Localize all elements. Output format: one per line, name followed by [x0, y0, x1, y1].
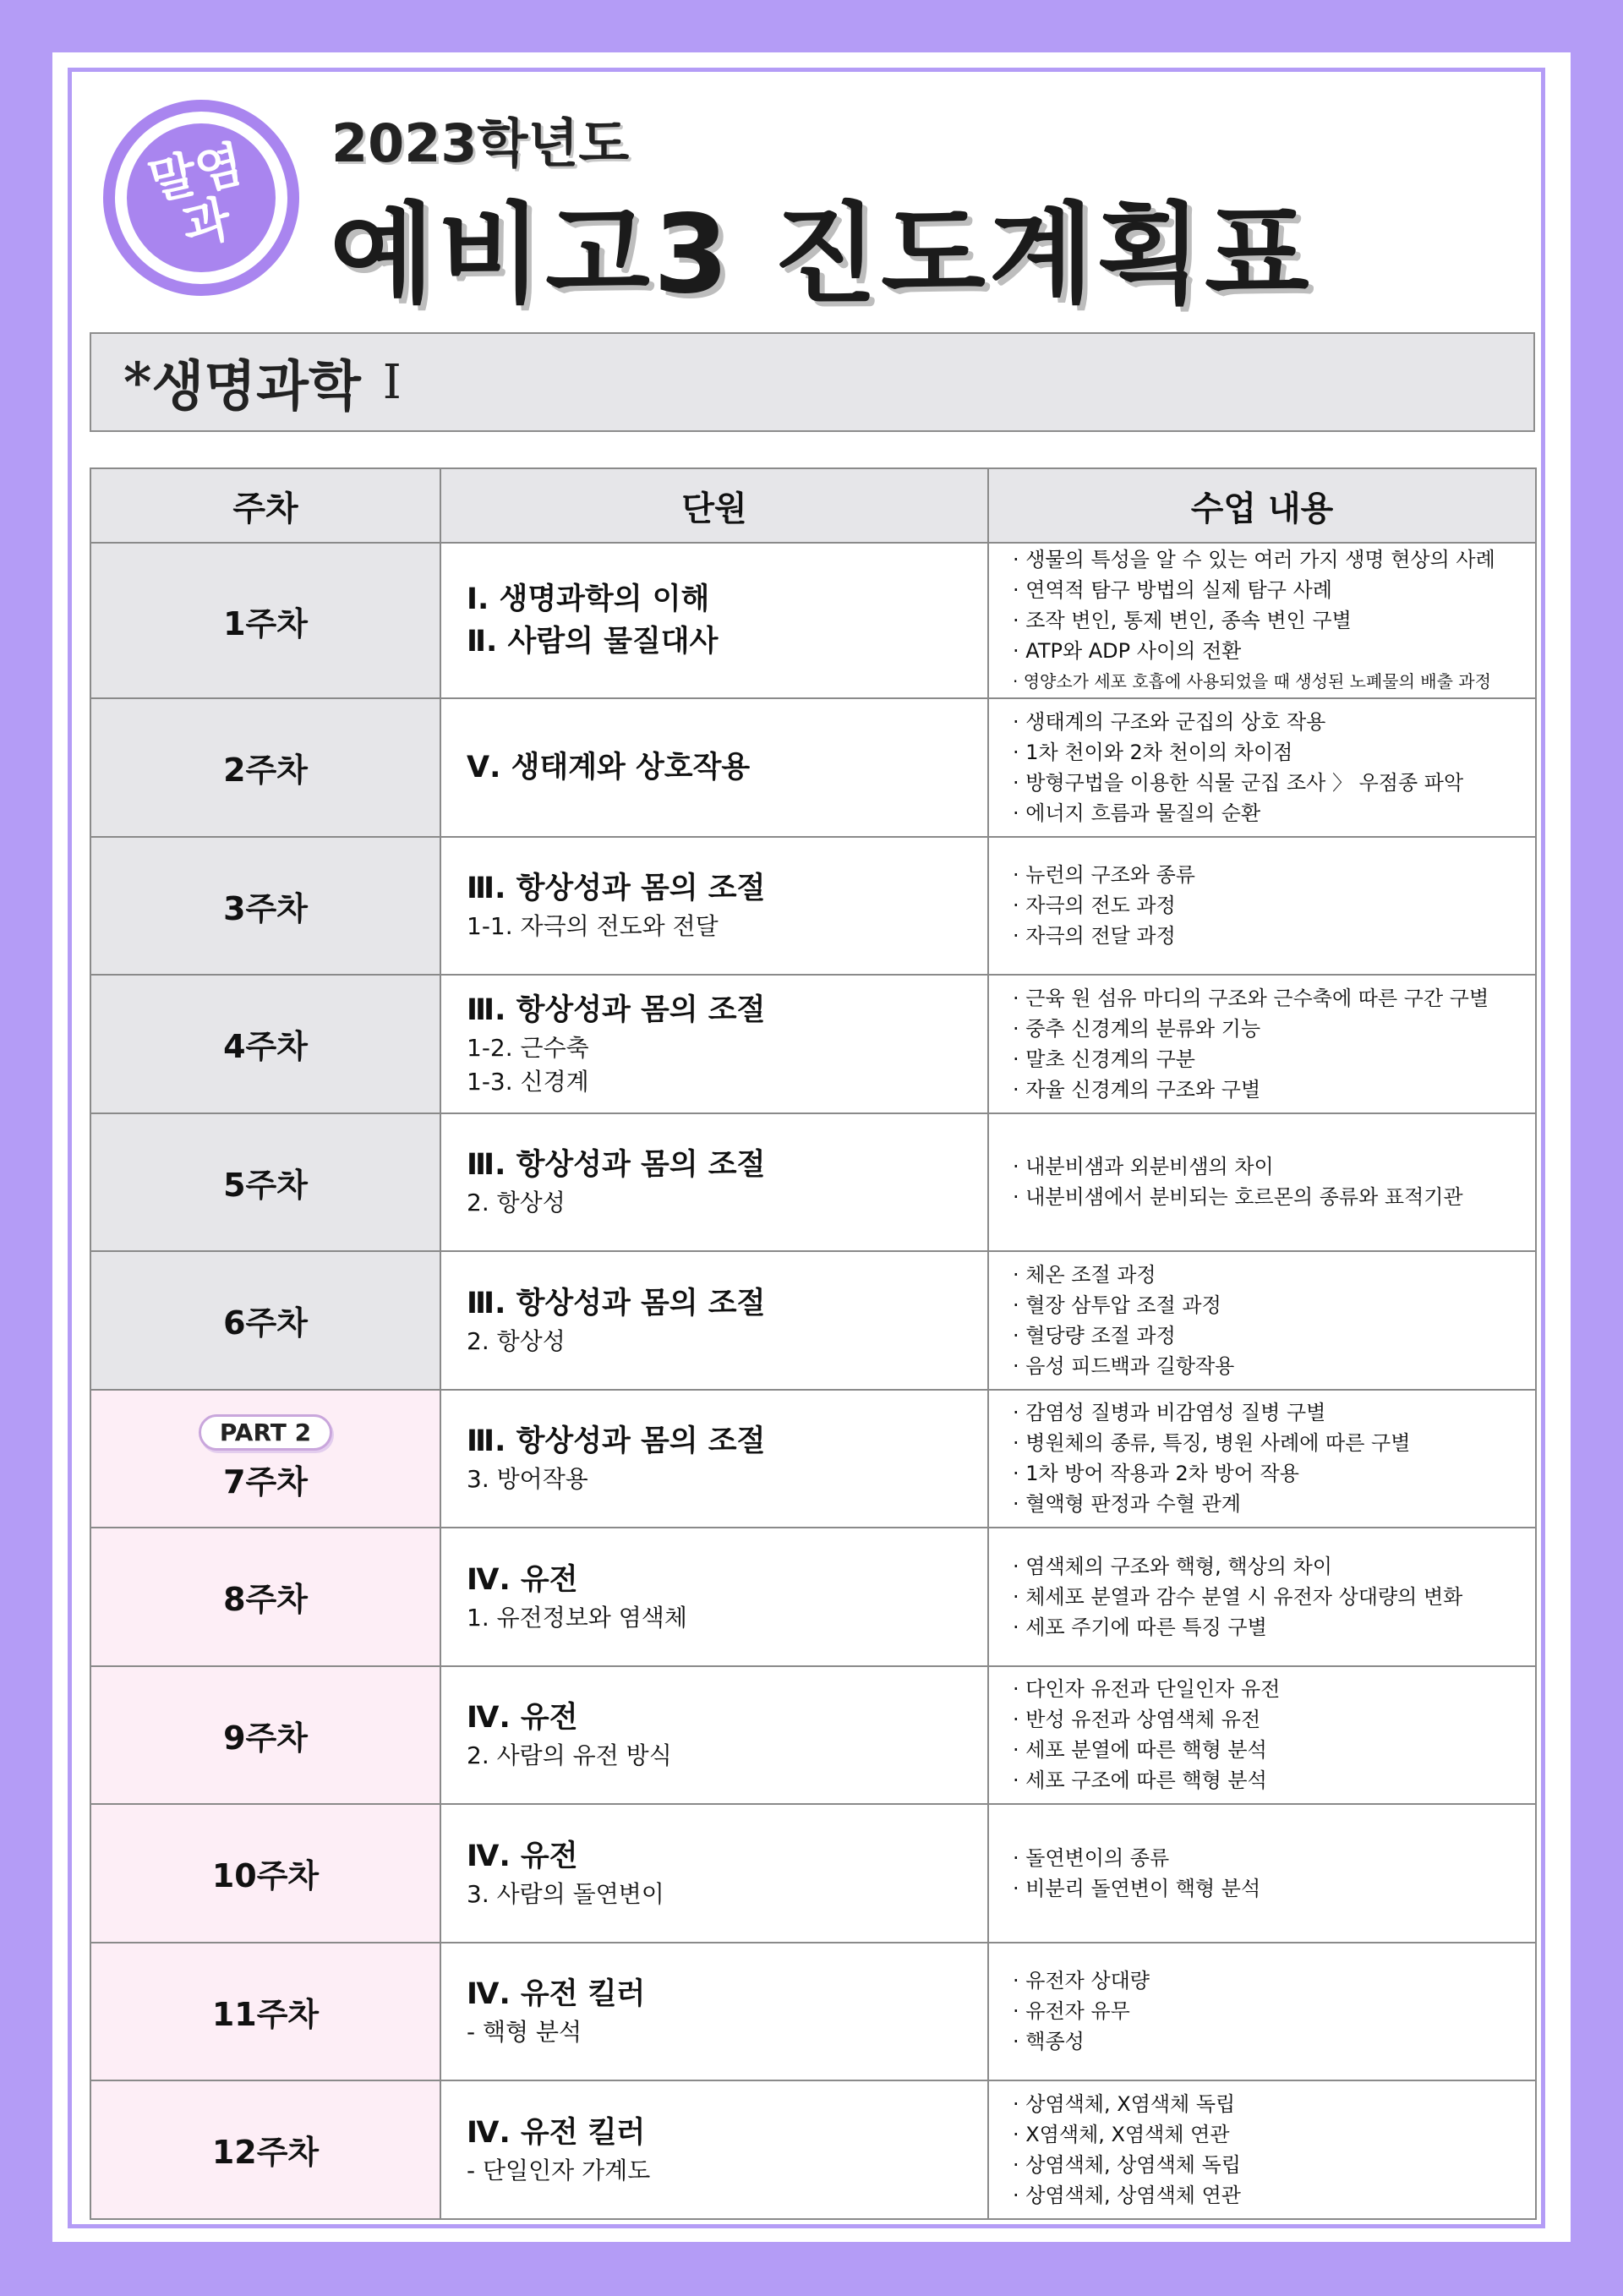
- content-item: · 비분리 돌연변이 핵형 분석: [1013, 1876, 1261, 1900]
- content-item: · 조작 변인, 통제 변인, 종속 변인 구별: [1013, 609, 1352, 632]
- table-row: [90, 698, 1536, 837]
- unit-cell: [440, 543, 988, 698]
- unit-cell: [440, 1666, 988, 1805]
- unit-cell: [440, 2080, 988, 2219]
- table-row: [90, 2080, 1536, 2219]
- unit-subtitle: 3. 사람의 돌연변이: [467, 1879, 664, 1908]
- unit-subtitle: 2. 항상성: [467, 1326, 566, 1355]
- week-cell: [90, 1666, 440, 1805]
- unit-subtitle: - 단일인자 가계도: [467, 2156, 651, 2184]
- unit-cell: [440, 698, 988, 837]
- column-header-unit: 단원: [440, 468, 988, 543]
- table-row: [90, 1390, 1536, 1528]
- subject-numeral: I: [382, 354, 402, 410]
- week-label: 7주차: [223, 1463, 308, 1501]
- week-label: 9주차: [223, 1719, 308, 1757]
- unit-subtitle: 1-3. 신경계: [467, 1067, 589, 1096]
- unit-cell: [440, 1113, 988, 1252]
- content-item: · 세포 주기에 따른 특징 구별: [1013, 1615, 1267, 1639]
- week-label: 2주차: [223, 752, 308, 790]
- unit-title: Ⅱ. 사람의 물질대사: [467, 625, 719, 659]
- week-label: 11주차: [211, 1995, 320, 2033]
- column-header-week: 주차: [90, 468, 440, 543]
- content-item: · 혈액형 판정과 수혈 관계: [1013, 1492, 1241, 1517]
- unit-title: Ⅲ. 항상성과 몸의 조절: [467, 1424, 766, 1459]
- content-item: · 다인자 유전과 단일인자 유전: [1013, 1677, 1281, 1702]
- content-item: · 뉴런의 구조와 종류: [1013, 863, 1195, 888]
- table-row: [90, 1251, 1536, 1390]
- content-item: · 자극의 전달 과정: [1013, 924, 1176, 948]
- unit-title: Ⅳ. 유전 킬러: [467, 2115, 646, 2150]
- unit-cell: [440, 1390, 988, 1528]
- column-header-content: 수업 내용: [988, 468, 1536, 543]
- content-item: · 에너지 흐름과 물질의 순환: [1013, 801, 1261, 825]
- week-label: 3주차: [223, 889, 308, 927]
- unit-title: Ⅲ. 항상성과 몸의 조절: [467, 992, 766, 1027]
- week-cell: [90, 2080, 440, 2219]
- unit-title: Ⅰ. 생명과학의 이해: [467, 582, 710, 616]
- table-header-row: [90, 468, 1536, 543]
- content-item: · 핵종성: [1013, 2030, 1085, 2054]
- table-row: [90, 1804, 1536, 1943]
- logo: [103, 100, 299, 296]
- content-item: · 혈당량 조절 과정: [1013, 1323, 1176, 1348]
- unit-title: Ⅲ. 항상성과 몸의 조절: [467, 1148, 766, 1183]
- unit-title: Ⅳ. 유전: [467, 1701, 578, 1736]
- week-cell: [90, 1390, 440, 1528]
- unit-subtitle: - 핵형 분석: [467, 2018, 582, 2047]
- content-item: · 내분비샘에서 분비되는 호르몬의 종류와 표적기관: [1013, 1185, 1463, 1210]
- content-item: · 체온 조절 과정: [1013, 1262, 1156, 1287]
- week-cell: [90, 698, 440, 837]
- content-item: · 생태계의 구조와 군집의 상호 작용: [1013, 709, 1326, 734]
- content-cell: [988, 2080, 1536, 2219]
- week-cell: [90, 837, 440, 976]
- content-item: · 세포 분열에 따른 핵형 분석: [1013, 1738, 1267, 1763]
- unit-cell: [440, 975, 988, 1113]
- week-cell: [90, 543, 440, 698]
- unit-subtitle: 2. 사람의 유전 방식: [467, 1741, 672, 1770]
- content-item: · 반성 유전과 상염색체 유전: [1013, 1708, 1261, 1732]
- table-row: [90, 1113, 1536, 1252]
- content-cell: [988, 1113, 1536, 1252]
- unit-title: Ⅳ. 유전: [467, 1839, 578, 1873]
- content-item: · 상염색체, X염색체 독립: [1013, 2091, 1236, 2116]
- part-badge: PART 2: [199, 1414, 332, 1451]
- content-item: · ATP와 ADP 사이의 전환: [1013, 639, 1242, 663]
- content-cell: [988, 1528, 1536, 1666]
- week-label: 1주차: [223, 604, 308, 642]
- table-row: [90, 1666, 1536, 1805]
- table-row: [90, 543, 1536, 698]
- unit-cell: [440, 1251, 988, 1390]
- content-item: · 상염색체, 상염색체 연관: [1013, 2183, 1241, 2207]
- content-item: · 방형구법을 이용한 식물 군집 조사 〉 우점종 파악: [1013, 770, 1464, 795]
- content-cell: [988, 1251, 1536, 1390]
- content-item: · 영양소가 세포 호흡에 사용되었을 때 생성된 노폐물의 배출 과정: [1013, 671, 1491, 692]
- content-item: · 1차 천이와 2차 천이의 차이점: [1013, 740, 1293, 764]
- unit-title: Ⅴ. 생태계와 상호작용: [467, 750, 751, 784]
- unit-title: Ⅳ. 유전 킬러: [467, 1977, 646, 2012]
- week-label: 12주차: [211, 2134, 320, 2172]
- content-item: · 말초 신경계의 구분: [1013, 1047, 1195, 1071]
- week-label: 6주차: [223, 1304, 308, 1342]
- week-cell: [90, 1113, 440, 1252]
- page-title: 예비고3 진도계획표: [330, 192, 1313, 318]
- content-item: · 연역적 탐구 방법의 실제 탐구 사례: [1013, 578, 1332, 602]
- content-item: · 중추 신경계의 분류와 기능: [1013, 1016, 1261, 1041]
- content-item: · 내분비샘과 외분비샘의 차이: [1013, 1155, 1274, 1179]
- week-label: 4주차: [223, 1028, 308, 1066]
- table-row: [90, 1528, 1536, 1666]
- week-cell: [90, 1943, 440, 2081]
- content-item: · 생물의 특성을 알 수 있는 여러 가지 생명 현상의 사례: [1013, 548, 1495, 571]
- logo-text: 말염 과: [143, 134, 249, 256]
- table-row: [90, 837, 1536, 976]
- table-row: [90, 1943, 1536, 2081]
- content-cell: [988, 698, 1536, 837]
- content-cell: [988, 1390, 1536, 1528]
- content-item: · 감염성 질병과 비감염성 질병 구별: [1013, 1401, 1326, 1425]
- unit-title: Ⅲ. 항상성과 몸의 조절: [467, 1286, 766, 1320]
- unit-cell: [440, 837, 988, 976]
- unit-cell: [440, 1943, 988, 2081]
- week-cell: [90, 975, 440, 1113]
- content-item: · 염색체의 구조와 핵형, 핵상의 차이: [1013, 1554, 1332, 1578]
- content-item: · 돌연변이의 종류: [1013, 1845, 1170, 1870]
- year-label: 2023학년도: [331, 112, 630, 174]
- unit-title: Ⅳ. 유전: [467, 1562, 578, 1597]
- content-item: · 1차 방어 작용과 2차 방어 작용: [1013, 1462, 1299, 1486]
- schedule-body: [90, 543, 1536, 2219]
- week-label: 10주차: [211, 1857, 320, 1895]
- content-cell: [988, 1804, 1536, 1943]
- content-cell: [988, 837, 1536, 976]
- week-label: 5주차: [223, 1166, 308, 1204]
- content-cell: [988, 543, 1536, 698]
- subject-name: 생명과학: [151, 355, 361, 418]
- unit-subtitle: 1-1. 자극의 전도와 전달: [467, 912, 719, 941]
- unit-subtitle: 3. 방어작용: [467, 1465, 588, 1494]
- content-item: · 유전자 유무: [1013, 1999, 1130, 2024]
- content-item: · 음성 피드백과 길항작용: [1013, 1353, 1235, 1378]
- subject-prefix: *: [123, 350, 152, 414]
- content-item: · X염색체, X염색체 연관: [1013, 2122, 1230, 2146]
- content-cell: [988, 1666, 1536, 1805]
- content-item: · 병원체의 종류, 특징, 병원 사례에 따른 구별: [1013, 1431, 1411, 1456]
- week-cell: [90, 1251, 440, 1390]
- content-item: · 자극의 전도 과정: [1013, 894, 1176, 918]
- content-cell: [988, 1943, 1536, 2081]
- content-item: · 유전자 상대량: [1013, 1969, 1150, 1993]
- content-item: · 혈장 삼투압 조절 과정: [1013, 1293, 1221, 1317]
- content-item: · 체세포 분열과 감수 분열 시 유전자 상대량의 변화: [1013, 1584, 1463, 1609]
- content-cell: [988, 975, 1536, 1113]
- unit-cell: [440, 1528, 988, 1666]
- unit-subtitle: 2. 항상성: [467, 1189, 566, 1217]
- schedule-table: [90, 467, 1537, 2220]
- unit-subtitle: 1-2. 근수축: [467, 1033, 589, 1062]
- content-item: · 세포 구조에 따른 핵형 분석: [1013, 1768, 1267, 1793]
- table-row: [90, 975, 1536, 1113]
- content-item: · 자율 신경계의 구조와 구별: [1013, 1077, 1261, 1102]
- content-item: · 상염색체, 상염색체 독립: [1013, 2152, 1241, 2177]
- week-cell: [90, 1528, 440, 1666]
- week-label: 8주차: [223, 1581, 308, 1619]
- content-item: · 근육 원 섬유 마디의 구조와 근수축에 따른 구간 구별: [1013, 986, 1489, 1010]
- subject-bar: [90, 332, 1535, 432]
- unit-subtitle: 1. 유전정보와 염색체: [467, 1603, 687, 1632]
- unit-title: Ⅲ. 항상성과 몸의 조절: [467, 872, 766, 906]
- unit-cell: [440, 1804, 988, 1943]
- week-cell: [90, 1804, 440, 1943]
